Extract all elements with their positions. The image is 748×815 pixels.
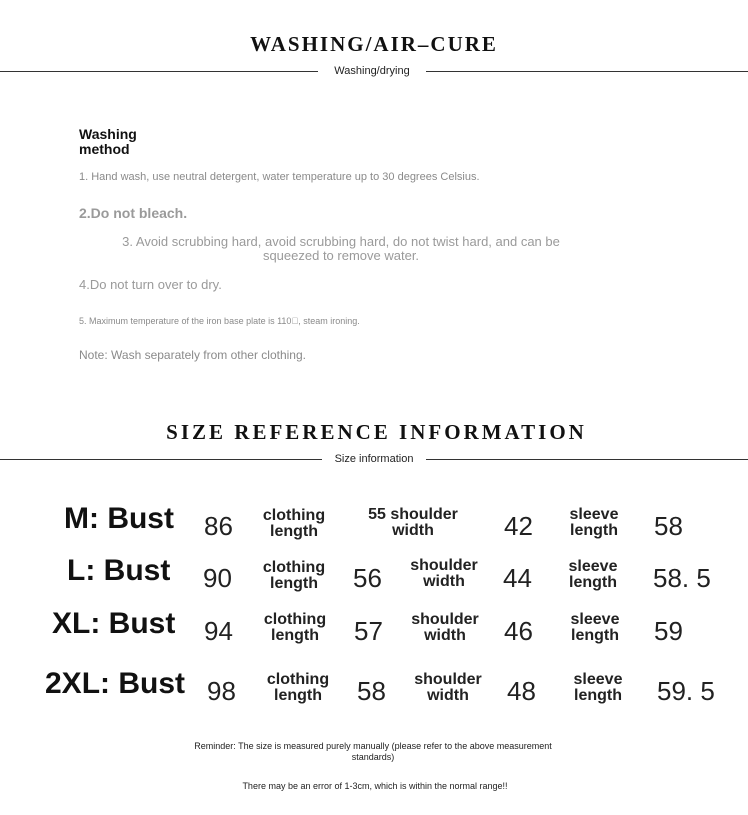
size-row-xl-sleeve: 59 — [654, 616, 683, 646]
size-row-2xl-bust: 98 — [207, 676, 236, 706]
size-row-m-sleeve: 58 — [654, 511, 683, 541]
instruction-3: 3. Avoid scrubbing hard, avoid scrubbing hard, do not twist hard, and can be squeezed to remove water. — [122, 234, 560, 263]
size-row-l-bust: 90 — [203, 563, 232, 593]
size-title: SIZE REFERENCE INFORMATION — [166, 420, 587, 444]
size-row-l-sleeve: 58. 5 — [653, 563, 711, 593]
size-row-m-sleeve-label: sleeve length — [569, 506, 619, 539]
size-row-2xl-clothing-length: 58 — [357, 676, 386, 706]
size-row-m-label: M: Bust — [64, 502, 174, 535]
size-row-l-shoulder-label: shoulder width — [410, 557, 478, 590]
size-row-xl-sleeve-label: sleeve length — [570, 611, 620, 644]
washing-note: Note: Wash separately from other clothing. — [79, 348, 306, 362]
size-rule-left — [0, 459, 322, 460]
washing-subtitle: Washing/drying — [334, 65, 410, 77]
washing-method-heading: Washing method — [79, 126, 137, 157]
size-row-m-bust: 86 — [204, 511, 233, 541]
instruction-4: 4.Do not turn over to dry. — [79, 277, 222, 292]
size-row-xl-clothing-length: 57 — [354, 616, 383, 646]
washing-rule-left — [0, 71, 318, 72]
size-row-m-shoulder-label: 55 shoulder width — [368, 506, 458, 539]
size-row-2xl-shoulder-label: shoulder width — [414, 671, 482, 704]
size-row-xl-bust: 94 — [204, 616, 233, 646]
size-row-l-shoulder: 44 — [503, 563, 532, 593]
size-row-xl-label: XL: Bust — [52, 607, 176, 640]
instruction-2: 2.Do not bleach. — [79, 205, 188, 221]
instruction-1: 1. Hand wash, use neutral detergent, water temperature up to 30 degrees Celsius. — [79, 171, 480, 183]
size-row-2xl-label: 2XL: Bust — [45, 667, 186, 700]
size-subtitle: Size information — [334, 453, 414, 465]
size-row-l-label: L: Bust — [67, 554, 171, 587]
size-rule-right — [426, 459, 748, 460]
size-row-xl-shoulder: 46 — [504, 616, 533, 646]
size-row-m-clothing-length-label: clothing length — [262, 507, 326, 540]
size-reminder: Reminder: The size is measured purely manually (please refer to the above measurement standards) — [194, 741, 552, 762]
size-row-l-sleeve-label: sleeve length — [568, 558, 618, 591]
size-row-m-shoulder: 42 — [504, 511, 533, 541]
washing-rule-right — [426, 71, 748, 72]
size-error-note: There may be an error of 1-3cm, which is within the normal range!! — [242, 781, 508, 791]
instruction-5: 5. Maximum temperature of the iron base plate is 110 , steam ironing. — [79, 316, 360, 326]
size-row-xl-clothing-length-label: clothing length — [263, 611, 327, 644]
size-row-l-clothing-length: 56 — [353, 563, 382, 593]
washing-title: WASHING/AIR–CURE — [250, 32, 498, 56]
size-row-2xl-sleeve: 59. 5 — [657, 676, 715, 706]
size-row-2xl-shoulder: 48 — [507, 676, 536, 706]
size-row-2xl-sleeve-label: sleeve length — [573, 671, 623, 704]
size-row-2xl-clothing-length-label: clothing length — [266, 671, 330, 704]
size-row-xl-shoulder-label: shoulder width — [411, 611, 479, 644]
size-row-l-clothing-length-label: clothing length — [262, 559, 326, 592]
